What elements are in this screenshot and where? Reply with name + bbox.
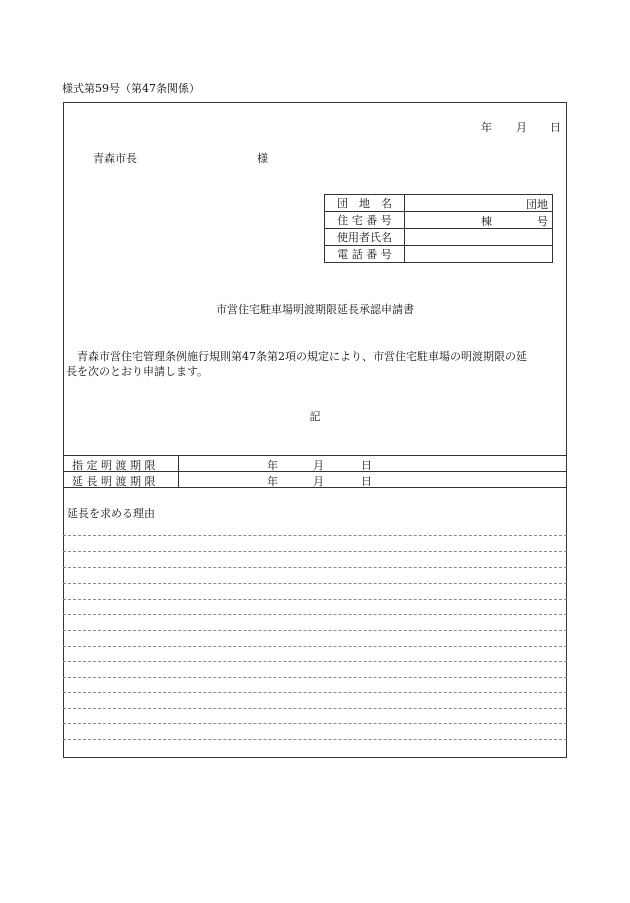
date-day-label: 日: [550, 121, 561, 134]
designated-deadline-label-text: 指 定 明 渡 期 限: [72, 459, 156, 472]
extended-deadline-field[interactable]: [179, 472, 566, 487]
reason-line: [63, 630, 567, 631]
extended-deadline-label-text: 延 長 明 渡 期 限: [72, 475, 156, 488]
extended-day: 日: [361, 475, 372, 488]
reason-line: [63, 677, 567, 678]
applicant-info-table: [324, 194, 553, 263]
danchi-field[interactable]: [405, 195, 553, 212]
reason-line: [63, 646, 567, 647]
reason-line: [63, 661, 567, 662]
form-title: 市営住宅駐車場明渡期限延長承認申請書: [216, 303, 414, 316]
reason-line: [63, 692, 567, 693]
reason-line: [63, 599, 567, 600]
user-name-label: 使用者氏名: [325, 229, 405, 246]
body-line-1: 青森市営住宅管理条例施行規則第47条第2項の規定により、市営住宅駐車場の明渡期限の延: [66, 350, 527, 363]
ki-label: 記: [309, 410, 321, 423]
designated-deadline-field[interactable]: [179, 456, 566, 471]
extended-month: 月: [313, 475, 324, 488]
extended-year: 年: [267, 475, 278, 488]
reason-line: [63, 551, 567, 552]
designated-deadline-label: [72, 457, 168, 473]
designated-year: 年: [267, 459, 278, 472]
phone-field[interactable]: [405, 246, 553, 263]
reason-label: 延長を求める理由: [67, 507, 155, 520]
danchi-label: 団 地 名: [325, 195, 405, 212]
reason-line: [63, 723, 567, 724]
designated-day: 日: [361, 459, 372, 472]
date-year-label: 年: [481, 121, 492, 134]
designated-month: 月: [313, 459, 324, 472]
date-month-label: 月: [516, 121, 527, 134]
reason-line: [63, 535, 567, 536]
reason-field[interactable]: [63, 520, 567, 756]
addressee-honorific: 様: [257, 152, 268, 165]
number-suffix: 号: [537, 215, 548, 228]
applicant-row-user-name: [325, 229, 553, 246]
phone-label: 電 話 番 号: [325, 246, 405, 263]
house-number-label: 住 宅 番 号: [325, 212, 405, 229]
addressee-name: 青森市長: [93, 152, 137, 165]
applicant-row-phone: [325, 246, 553, 263]
body-line-2: 長を次のとおり申請します。: [66, 365, 209, 378]
danchi-suffix: 団地: [526, 198, 548, 211]
applicant-row-danchi: [325, 195, 553, 212]
reason-line: [63, 739, 567, 740]
reason-line: [63, 614, 567, 615]
reason-line: [63, 567, 567, 568]
extended-deadline-label: [72, 473, 168, 489]
reason-line: [63, 583, 567, 584]
house-number-field[interactable]: [405, 212, 553, 229]
user-name-field[interactable]: [405, 229, 553, 246]
building-suffix: 棟: [481, 215, 492, 228]
form-number: 様式第59号（第47条関係）: [62, 82, 200, 95]
reason-line: [63, 708, 567, 709]
applicant-row-house-number: [325, 212, 553, 229]
